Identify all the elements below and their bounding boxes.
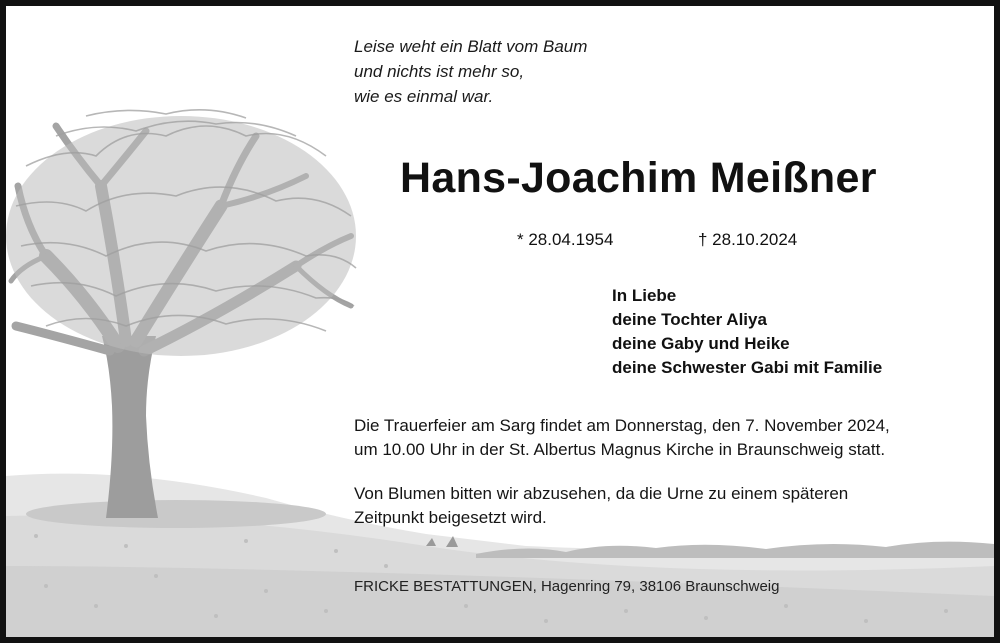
poem-line: Leise weht ein Blatt vom Baum xyxy=(354,37,588,56)
birth-date: * 28.04.1954 xyxy=(517,230,614,249)
notice-line: Zeitpunkt beigesetzt wird. xyxy=(354,508,547,527)
mourner-line: In Liebe xyxy=(612,286,677,305)
mourner-line: deine Schwester Gabi mit Familie xyxy=(612,358,883,377)
mourner-line: deine Tochter Aliya xyxy=(612,310,767,329)
deceased-name: Hans-Joachim Meißner xyxy=(400,154,877,202)
funeral-home-footer: FRICKE BESTATTUNGEN, Hagenring 79, 38106 Braunschweig xyxy=(354,578,780,595)
mourners-list xyxy=(612,284,882,380)
notice-line: Die Trauerfeier am Sarg findet am Donnerstag, den 7. November 2024, xyxy=(354,416,890,435)
poem-line: wie es einmal war. xyxy=(354,87,494,106)
memorial-poem xyxy=(354,34,587,109)
flowers-notice xyxy=(354,482,848,530)
funeral-notice xyxy=(354,414,890,462)
mourner-line: deine Gaby und Heike xyxy=(612,334,790,353)
notice-line: um 10.00 Uhr in der St. Albertus Magnus Kirche in Braunschweig statt. xyxy=(354,440,886,459)
death-date: † 28.10.2024 xyxy=(698,230,798,249)
notice-line: Von Blumen bitten wir abzusehen, da die Urne zu einem späteren xyxy=(354,484,849,503)
poem-line: und nichts ist mehr so, xyxy=(354,62,525,81)
